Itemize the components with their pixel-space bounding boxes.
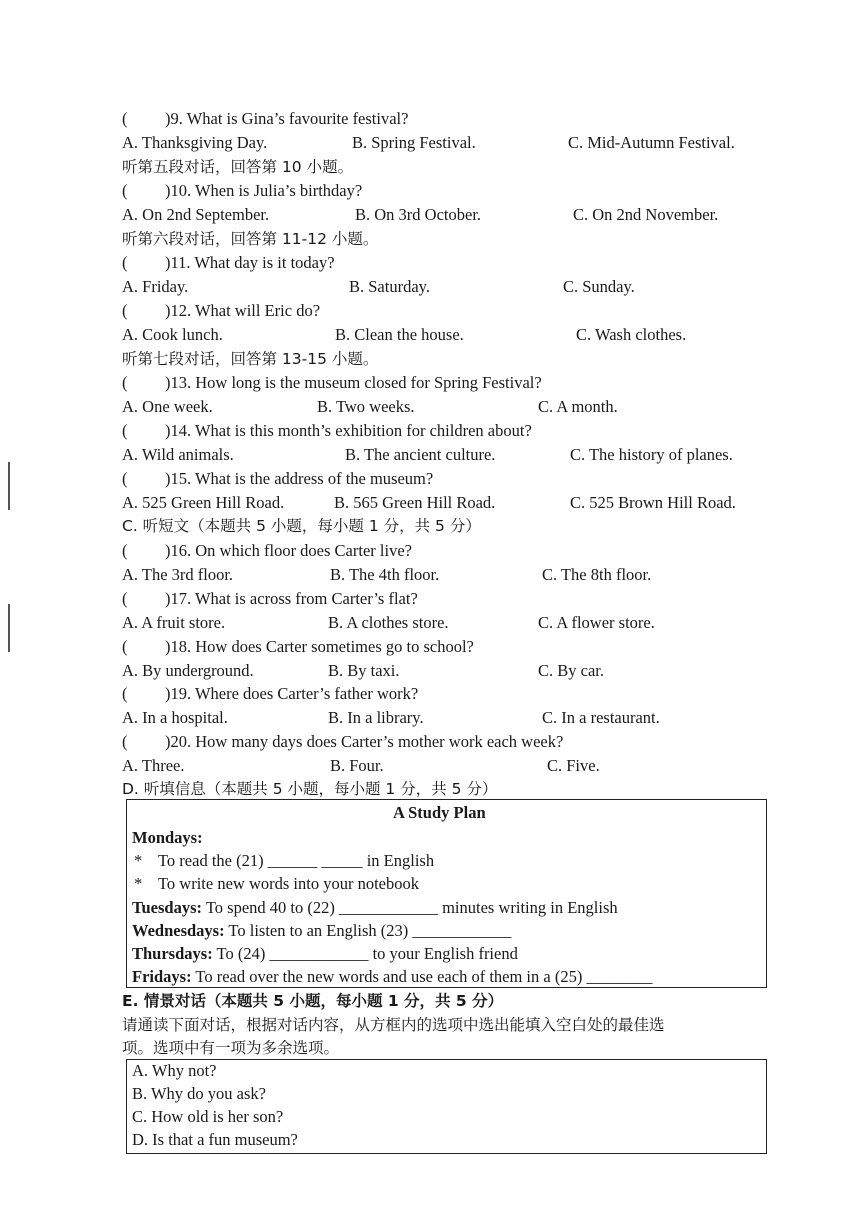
option-b: B. Spring Festival. bbox=[352, 133, 476, 152]
question-12-options bbox=[0, 323, 867, 347]
question-text: )15. What is the address of the museum? bbox=[165, 469, 434, 488]
option-c: C. Wash clothes. bbox=[576, 325, 687, 344]
answer-blank: ( bbox=[122, 373, 128, 392]
option-b: B. The 4th floor. bbox=[330, 565, 440, 584]
option-c: C. By car. bbox=[538, 661, 604, 680]
option-c: C. On 2nd November. bbox=[573, 205, 719, 224]
question-10-options bbox=[0, 203, 867, 227]
option-a: A. Three. bbox=[122, 756, 185, 775]
fridays-label: Fridays: bbox=[132, 967, 192, 986]
question-14-options bbox=[0, 443, 867, 467]
option-a: A. A fruit store. bbox=[122, 613, 226, 632]
question-15-options bbox=[0, 491, 867, 515]
option-b: B. Saturday. bbox=[349, 277, 430, 296]
option-c: C. Five. bbox=[547, 756, 600, 775]
section-c-heading: C. 听短文（本题共 5 小题，每小题 1 分，共 5 分） bbox=[122, 517, 481, 535]
section-d-heading: D. 听填信息（本题共 5 小题，每小题 1 分，共 5 分） bbox=[122, 780, 498, 798]
answer-blank: ( bbox=[122, 253, 128, 272]
question-text: )11. What day is it today? bbox=[165, 253, 335, 272]
answer-blank: ( bbox=[122, 541, 128, 560]
thursdays-label: Thursdays: bbox=[132, 944, 213, 963]
answer-blank: ( bbox=[122, 684, 128, 703]
question-text: )19. Where does Carter’s father work? bbox=[165, 684, 419, 703]
question-text: )10. When is Julia’s birthday? bbox=[165, 181, 363, 200]
question-9-options bbox=[0, 131, 867, 155]
question-12-stem bbox=[0, 299, 867, 323]
answer-blank: ( bbox=[122, 589, 128, 608]
question-9-stem bbox=[0, 107, 867, 131]
wednesdays-label: Wednesdays: bbox=[132, 921, 225, 940]
option-b: B. Two weeks. bbox=[317, 397, 415, 416]
option-a: A. Thanksgiving Day. bbox=[122, 133, 268, 152]
star-icon: * bbox=[134, 874, 143, 893]
option-a: A. Wild animals. bbox=[122, 445, 234, 464]
option-b: B. Clean the house. bbox=[335, 325, 464, 344]
answer-blank: ( bbox=[122, 181, 128, 200]
section-e-instruction-2: 项。选项中有一项为多余选项。 bbox=[122, 1039, 340, 1057]
answer-blank: ( bbox=[122, 469, 128, 488]
question-text: )12. What will Eric do? bbox=[165, 301, 321, 320]
option-a: A. The 3rd floor. bbox=[122, 565, 234, 584]
question-text: )16. On which floor does Carter live? bbox=[165, 541, 412, 560]
option-b: B. Four. bbox=[330, 756, 384, 775]
instruction-dialogue-7: 听第七段对话，回答第 13-15 小题。 bbox=[122, 350, 379, 368]
option-c: C. Mid-Autumn Festival. bbox=[568, 133, 735, 152]
mondays-item-2: * To write new words into your notebook bbox=[0, 872, 867, 896]
question-19-stem bbox=[0, 682, 867, 706]
option-b: B. A clothes store. bbox=[328, 613, 449, 632]
question-18-options bbox=[0, 659, 867, 683]
star-icon: * bbox=[134, 851, 143, 870]
question-20-options bbox=[0, 754, 867, 778]
question-text: )13. How long is the museum closed for Spring Festival? bbox=[165, 373, 542, 392]
mondays-label: Mondays: bbox=[132, 828, 203, 847]
question-18-stem bbox=[0, 635, 867, 659]
question-16-stem bbox=[0, 539, 867, 563]
option-a: A. Friday. bbox=[122, 277, 189, 296]
section-e-instruction-1: 请通读下面对话，根据对话内容，从方框内的选项中选出能填入空白处的最佳选 bbox=[122, 1016, 665, 1034]
question-14-stem bbox=[0, 419, 867, 443]
binding-mark bbox=[8, 604, 10, 652]
question-11-options bbox=[0, 275, 867, 299]
study-plan-title: A Study Plan bbox=[393, 803, 486, 822]
option-b: B. In a library. bbox=[328, 708, 424, 727]
question-17-stem bbox=[0, 587, 867, 611]
question-text: )17. What is across from Carter’s flat? bbox=[165, 589, 418, 608]
tuesdays-label: Tuesdays: bbox=[132, 898, 203, 917]
answer-blank: ( bbox=[122, 301, 128, 320]
question-16-options bbox=[0, 563, 867, 587]
binding-mark bbox=[8, 462, 10, 510]
answer-blank: ( bbox=[122, 732, 128, 751]
question-10-stem bbox=[0, 179, 867, 203]
tuesdays-row: Tuesdays: To spend 40 to (22) ____________ minutes writing in English bbox=[132, 898, 618, 917]
wednesdays-row: Wednesdays: To listen to an English (23) ____________ bbox=[132, 921, 512, 940]
option-a: A. On 2nd September. bbox=[122, 205, 270, 224]
option-a: A. By underground. bbox=[122, 661, 254, 680]
answer-blank: ( bbox=[122, 109, 128, 128]
option-b: B. 565 Green Hill Road. bbox=[334, 493, 496, 512]
fridays-row: Fridays: To read over the new words and use each of them in a (25) ________ bbox=[132, 967, 653, 986]
question-11-stem bbox=[0, 251, 867, 275]
option-a: A. In a hospital. bbox=[122, 708, 228, 727]
option-b-line: B. Why do you ask? bbox=[132, 1084, 266, 1103]
option-b: B. By taxi. bbox=[328, 661, 400, 680]
option-c: C. A flower store. bbox=[538, 613, 655, 632]
option-b: B. The ancient culture. bbox=[345, 445, 496, 464]
question-17-options bbox=[0, 611, 867, 635]
option-b: B. On 3rd October. bbox=[355, 205, 482, 224]
answer-blank: ( bbox=[122, 421, 128, 440]
option-c-line: C. How old is her son? bbox=[132, 1107, 284, 1126]
thursdays-row: Thursdays: To (24) ____________ to your English friend bbox=[132, 944, 518, 963]
option-c: C. A month. bbox=[538, 397, 618, 416]
option-d-line: D. Is that a fun museum? bbox=[132, 1130, 298, 1149]
instruction-dialogue-6: 听第六段对话，回答第 11-12 小题。 bbox=[122, 230, 379, 248]
question-13-options bbox=[0, 395, 867, 419]
mondays-item-1: * To read the (21) ______ _____ in English bbox=[0, 849, 867, 873]
option-a: A. One week. bbox=[122, 397, 213, 416]
option-a-line: A. Why not? bbox=[132, 1061, 217, 1080]
question-19-options bbox=[0, 706, 867, 730]
option-c: C. 525 Brown Hill Road. bbox=[570, 493, 736, 512]
answer-blank: ( bbox=[122, 637, 128, 656]
section-e-heading: E. 情景对话（本题共 5 小题，每小题 1 分，共 5 分） bbox=[122, 992, 504, 1010]
option-c: C. Sunday. bbox=[563, 277, 635, 296]
instruction-dialogue-5: 听第五段对话，回答第 10 小题。 bbox=[122, 158, 354, 176]
question-13-stem bbox=[0, 371, 867, 395]
option-c: C. The 8th floor. bbox=[542, 565, 652, 584]
question-text: )20. How many days does Carter’s mother work each week? bbox=[165, 732, 564, 751]
question-20-stem bbox=[0, 730, 867, 754]
option-c: C. The history of planes. bbox=[570, 445, 733, 464]
option-a: A. 525 Green Hill Road. bbox=[122, 493, 285, 512]
question-text: )9. What is Gina’s favourite festival? bbox=[165, 109, 409, 128]
question-15-stem bbox=[0, 467, 867, 491]
option-a: A. Cook lunch. bbox=[122, 325, 223, 344]
question-text: )14. What is this month’s exhibition for children about? bbox=[165, 421, 532, 440]
question-text: )18. How does Carter sometimes go to school? bbox=[165, 637, 474, 656]
option-c: C. In a restaurant. bbox=[542, 708, 660, 727]
